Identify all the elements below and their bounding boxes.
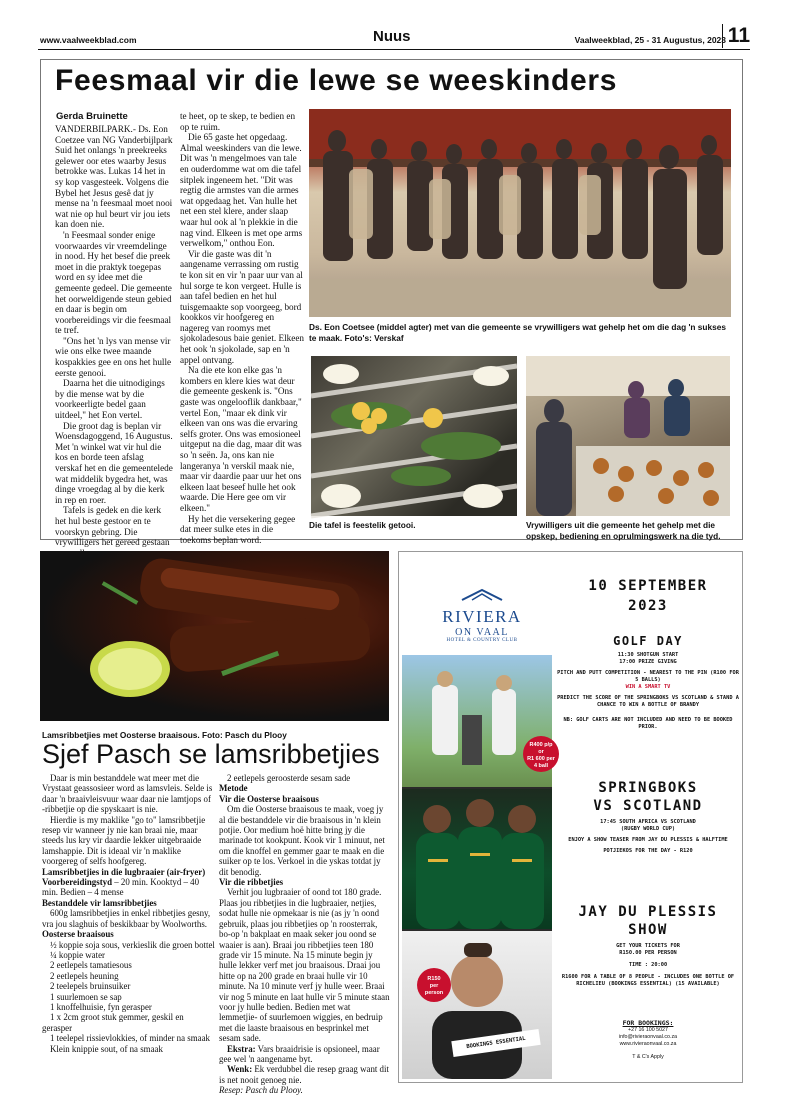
match-title-2: VS SCOTLAND — [593, 798, 703, 814]
terms-note: T & C's Apply — [632, 1054, 664, 1060]
paragraph: Hierdie is my maklike "go to" lamsribbetjie resep vir wanneer jy nie kan braai nie, maar steeds lus kry vir daardie lekker uitgebraaide lamshappie. Dit is ideaal vir 'n maklike voorgereg of selfs hoofgereg. — [42, 814, 206, 867]
golf-times: 11:30 SHOTGUN START 17:00 PRIZE GIVING — [617, 652, 679, 665]
golf-prize: WIN A SMART TV — [625, 684, 671, 690]
paragraph: Tafels is gedek en die kerk het hul beste gestoor en te voorskyn gebring. Die vrywilligers het gereed gestaan — [55, 505, 170, 548]
ribs-subtitle: Vir die ribbetjies — [219, 877, 284, 888]
logo-crest-icon — [457, 588, 507, 602]
match-time: 17:45 SOUTH AFRICA VS SCOTLAND (RUGBY WORLD CUP) — [600, 819, 696, 832]
recipe-subtitle: Lamsribbetjies in die lugbraaier (air-fryer) — [42, 866, 206, 877]
volunteers-photo-caption: Vrywilligers uit die gemeente het gehelp met die opskep, bediening en oprulmingswerk na die tyd. — [526, 520, 721, 541]
dateline: Vaalweekblad, 25 - 31 Augustus, 2023 — [574, 35, 726, 45]
recipe-column-2 — [219, 773, 391, 1103]
article-column-1 — [55, 124, 173, 548]
section-title: Nuus — [373, 28, 411, 45]
website-link[interactable]: www.rivieraonvaal.co.za — [619, 1041, 677, 1047]
group-photo — [309, 109, 731, 317]
volunteers-photo — [526, 356, 730, 516]
logo-line-1: RIVIERA — [442, 607, 522, 626]
extra-text: Vars braaidrisie is opsioneel, maar gee wel 'n aangename byt. — [219, 1043, 380, 1064]
list-item: ¼ koppie water — [50, 949, 105, 960]
table-photo-caption: Die tafel is feestelik getooi. — [309, 520, 416, 530]
ribs-photo — [40, 551, 389, 721]
sauce-title: Oosterse braaisous — [42, 929, 114, 940]
match-title-1: SPRINGBOKS — [598, 780, 698, 796]
match-show: ENJOY A SHOW TEASER FROM JAY DU PLESSIS & HALFTIME — [568, 837, 728, 843]
table-offer: R1600 FOR A TABLE OF 8 PEOPLE - INCLUDES ONE BOTTLE OF RICHELIEU (BOOKINGS ESSENTIAL) (15 AVAILABLE) — [561, 974, 735, 987]
golf-price-badge: R400 p/p or R1 600 per 4 ball — [523, 736, 559, 772]
show-time: TIME : 20:00 — [628, 962, 668, 968]
prep-label: Voorbereidingstyd — [42, 877, 113, 888]
list-item: 1 x 2cm groot stuk gemmer, geskil en gerasper — [42, 1012, 184, 1033]
ingredients-text: 600g lamsribbetjies in enkel ribbetjies gesny, vra jou slaghuis of beskikbaar by Woolworths. — [42, 908, 211, 929]
riviera-logo — [427, 588, 537, 643]
show-title-2: SHOW — [628, 922, 668, 938]
rugby-players-illustration — [402, 789, 552, 929]
tip-label: Wenk: — [227, 1064, 253, 1075]
prep-info — [42, 877, 215, 898]
list-item: 1 teelepel rissievlokkies, of minder na smaak — [50, 1033, 210, 1044]
golf-title: GOLF DAY — [613, 634, 683, 648]
site-url[interactable]: www.vaalweekblad.com — [40, 35, 137, 45]
paragraph: Na die ete kon elke gas 'n kombers en klere kies wat deur die gemeente geskenk is. "Ons gaste was ongelooflik dankbaar," vertel Eon, "maar ek dink vir elkeen van ons was die ervaring selfs groter. Ons was emosioneel uitgeput na die dag, maar dit was so 'n seën. Ja, ons kan nie langeranya 'n verskil maak nie, maar vir daardie paar uur het ons elkeen laat beseef hulle het ook waarde. Die Here gee om vir elkeen." — [180, 365, 302, 513]
email-address[interactable]: info@rivieraonvaal.co.za — [618, 1034, 678, 1040]
ribs-photo-illustration — [40, 551, 389, 721]
list-item: 1 knoffelhuisie, fyn gerasper — [50, 1001, 152, 1012]
show-title-1: JAY DU PLESSIS — [578, 904, 718, 920]
paragraph: Daar is min bestanddele wat meer met die Vrystaat geassosieer word as lamsvleis. Selde is daar 'n braaivleisvuur waar daar nie lamtjops of -ribbetjie op die spyskaart is nie. — [42, 773, 213, 815]
list-item: ½ koppie soja sous, verkieslik die groen bottel — [50, 939, 215, 950]
recipe-credit: Resep: Pasch du Plooy. — [219, 1085, 303, 1096]
ticket-price: GET YOUR TICKETS FOR R150.00 PER PERSON — [616, 943, 680, 956]
paragraph: 'n Feesmaal sonder enige voorwaardes vir vreemdelinge in nood. Hy het besef die preek moet in die praktyk toegepas word en sy idee met die gemeente gedeel. Die gemeente het oorweldigende steun gebied en daar is begin om voorbereidings vir die feesmaal te tref. — [55, 229, 172, 336]
group-photo-illustration — [309, 109, 731, 317]
table-photo — [311, 356, 517, 516]
article-column-2 — [180, 111, 304, 545]
bookings-essential-tag: BOOKINGS ESSENTIAL — [451, 1029, 540, 1057]
paragraph: Hy het die versekering gegee dat meer sulke etes in die toekoms beplan word. — [180, 513, 296, 545]
golf-section — [557, 634, 739, 731]
extra-note — [219, 1044, 391, 1065]
ribs-text: Verhit jou lugbraaier of oond tot 180 grade. Plaas jou ribbetjies in die lugbraaier, netjies, sodat hulle nie opmekaar is nie (as jy 'n oond gebruik, plaas jou ribbetjies op 'n roosterrak, bo-op 'n bakplaat en maak seker jou oond se waaier is aan). Braai jou ribbetjies teen 180 grade vir 15 minute. Na 15 minute begin jy hulle lekker verf met jou braaisous. Draai jou hitte op na 200 grade en braai hulle vir 10 minute. Na 10 minute verf jy hulle weer. Braai vir nog 5 minute en laat hulle vir 5 minute staan voor jy hulle bedien. Bedien met wat lemmetjie- of suurlemoen wiggies, en bedruip met die laaste braaisous en besprinkel met sesam sade. — [219, 887, 390, 1044]
singer-photo — [402, 931, 552, 1079]
tip-note — [219, 1064, 391, 1085]
ribs-photo-caption: Lamsribbetjies met Oosterse braaisous. Foto: Pasch du Plooy — [42, 730, 287, 740]
date-line: 10 SEPTEMBER — [588, 578, 708, 594]
rugby-section — [557, 780, 739, 855]
article-headline: Feesmaal vir die lewe se weeskinders — [55, 64, 618, 97]
paragraph: "Ons het 'n lys van mense vir wie ons elke twee maande kospakkies gee en ons het hulle eerste genooi. — [55, 335, 172, 378]
prep-text: – 20 min. Kooktyd – 40 min. Bedien – 4 mense — [42, 877, 200, 898]
match-potjie: POTJIEKOS FOR THE DAY - R120 — [603, 848, 693, 854]
bookings-section — [557, 1020, 739, 1061]
tip-text: Ek verdubbel die resep graag want dit is net nooit genoeg nie. — [219, 1064, 389, 1085]
golf-note: NB: GOLF CARTS ARE NOT INCLUDED AND NEED TO BE BOOKED PRIOR. — [563, 717, 733, 730]
paragraph: Die 65 gaste het opgedaag. Almal weeskinders van die lewe. Dit was 'n mengelmoes van tale en ouderdomme wat om die tafel sitplek ingeneem het. "Dit was regtig die armstes van die armes wat opgedaag het. Van hulle het net een stel klere, ander slaap waar hul ook al 'n plekkie in die nag vind. Elkeen is met ope arms verwelkom," onthou Eon. — [180, 132, 303, 249]
paragraph: Vir die gaste was dit 'n aangename verrassing om rustig te kon sit en vir 'n paar uur van al hul sorge te kon vergeet. Hulle is aan tafel bedien en het hul tuisgemaakte sop voorgeeg, bord kookkos vir hoofgereg en nagereg van roomys met sjokoladesous baie geniet. Elkeen het ook 'n sjokolade, sap en 'n appel ontvang. — [180, 248, 304, 365]
group-photo-caption: Ds. Eon Coetsee (middel agter) met van die gemeente se vrywilligers wat gehelp het om die dag 'n sukses te maak. Foto's: Verskaf — [309, 322, 726, 343]
logo-line-3: HOTEL & COUNTRY CLUB — [446, 638, 518, 643]
year-line: 2023 — [628, 598, 668, 614]
list-item: 1 suurlemoen se sap — [50, 991, 122, 1002]
table-photo-illustration — [311, 356, 517, 516]
page-number: 11 — [722, 24, 750, 48]
page-header — [38, 26, 750, 50]
phone-number[interactable]: +27 16 100 5027 — [628, 1027, 668, 1033]
list-item: 2 teelepels bruinsuiker — [50, 981, 131, 992]
paragraph: Die groot dag is beplan vir Woensdagoggend, 16 Augustus. Met 'n winkel wat vir hul die kos en borde teen afslag verskaf het en die gemeentelede wat middelik bygedra het, was dinge vroegdag al by die kerk in rep en roer. — [55, 420, 173, 505]
list-item: 2 eetlepels heuning — [50, 970, 119, 981]
riviera-advert[interactable] — [398, 551, 743, 1083]
logo-line-2: ON VAAL — [455, 627, 509, 638]
volunteers-photo-illustration — [526, 356, 730, 516]
list-item: 2 eetlepels geroosterde sesam sade — [227, 773, 351, 783]
recipe-headline: Sjef Pasch se lamsribbetjies — [42, 739, 380, 769]
extra-label: Ekstra: — [227, 1043, 256, 1054]
predict-text: PREDICT THE SCORE OF THE SPRINGBOKS VS SCOTLAND & STAND A CHANCE TO WIN A BOTTLE OF BRANDY — [557, 695, 739, 708]
list-item: Klein knippie sout, of na smaak — [50, 1043, 163, 1054]
show-section — [557, 904, 739, 988]
golf-competition: PITCH AND PUTT COMPETITION - NEAREST TO THE PIN (R100 FOR 5 BALLS) — [557, 670, 739, 683]
method-title: Metode — [219, 783, 248, 794]
event-date — [557, 578, 739, 614]
show-price-badge: R150 per person — [417, 968, 451, 1002]
recipe-column-1 — [42, 773, 215, 1105]
list-item: 2 eetlepels tamatiesous — [50, 960, 132, 971]
method-subtitle: Vir die Oosterse braaisous — [219, 793, 319, 804]
singer-illustration — [402, 931, 552, 1079]
byline: Gerda Bruinette — [56, 111, 128, 122]
paragraph: te heet, op te skep, te bedien en op te ruim. — [180, 111, 296, 132]
paragraph: VANDERBILPARK.- Ds. Eon Coetzee van NG Vanderbijlpark Suid het onlangs 'n preekreeks gelewer oor etes waarby Jesus betrokke was. Lukas 14 het in sy kop vasgesteek. Volgens die Bybel het Jesus gesê dat jy mense na 'n feesmaal moet nooi wat nie op hul beurt vir jou iets kan doen nie. — [55, 124, 173, 230]
paragraph: Daarna het die uitnodigings by die mense wat by die voorkeerligte bedel gaan uitdeel," het Eon vertel. — [55, 378, 165, 421]
springbok-photo — [402, 789, 552, 929]
ingredients-title: Bestanddele vir lamsribbetjies — [42, 897, 157, 908]
bookings-label: FOR BOOKINGS: — [622, 1019, 674, 1027]
method-text: Om die Oosterse braaisous te maak, voeg jy al die bestanddele vir die braaisous in 'n klein potjie. Oor medium hoë hitte bring jy die marinade tot kookpunt. Kook vir 1 minuut, net om die knoffel en gemmer gaar te maak en die suiker op te los. Verkoel in die yskas totdat jy dit benodig. — [219, 804, 385, 877]
